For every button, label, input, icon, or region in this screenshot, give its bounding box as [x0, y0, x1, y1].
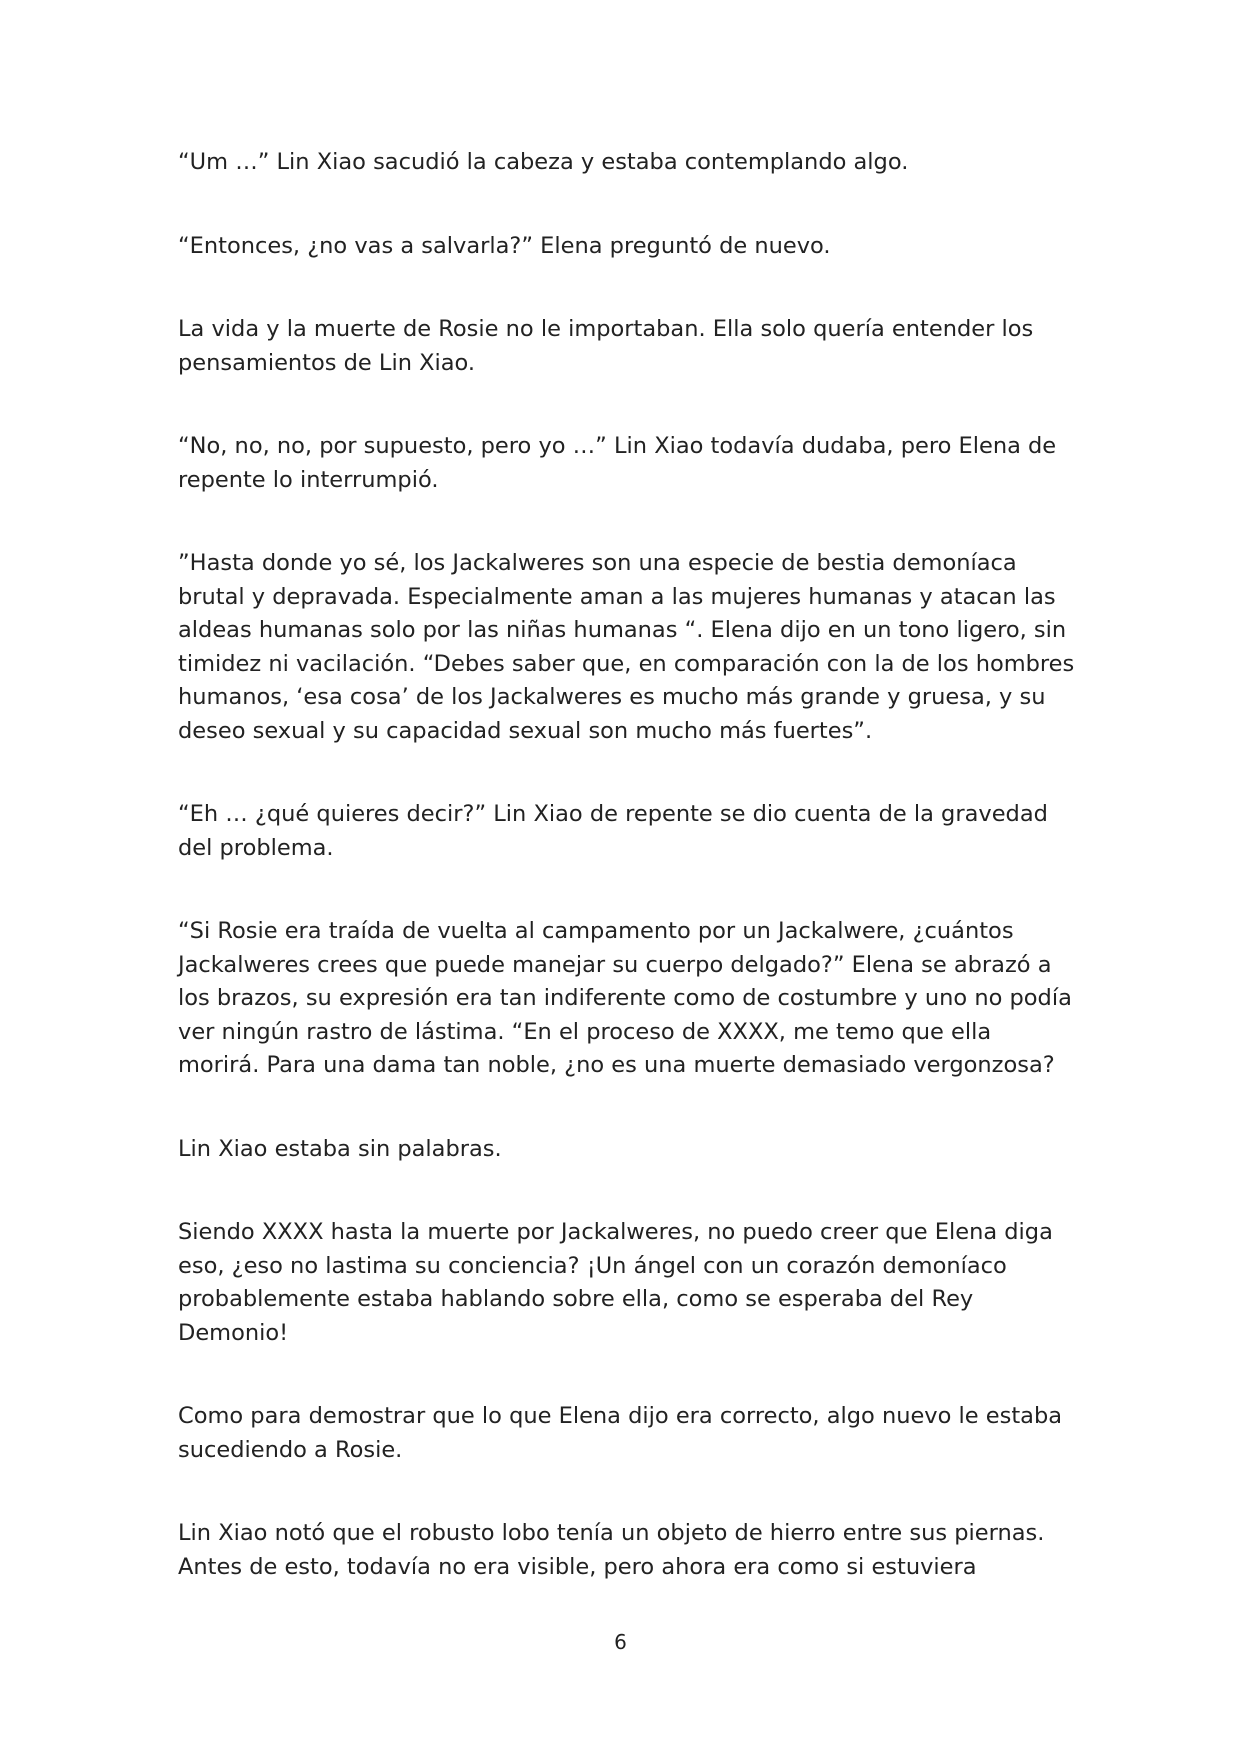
paragraph-3: La vida y la muerte de Rosie no le importaban. Ella solo quería entender los pensamientos de Lin Xiao.: [178, 316, 1034, 376]
paragraph-1: “Um …” Lin Xiao sacudió la cabeza y estaba contemplando algo.: [178, 149, 909, 175]
paragraph-2: “Entonces, ¿no vas a salvarla?” Elena preguntó de nuevo.: [178, 232, 831, 259]
paragraph-7: “Si Rosie era traída de vuelta al campamento por un Jackalwere, ¿cuántos Jackalweres crees que puede manejar su cuerpo delgado?” Elena se abrazó a los brazos, su expresión era tan indiferente como de costumbre y uno no podía ver ningún rastro de lástima. “En el proceso de XXXX, me temo que ella morirá. Para una dama tan noble, ¿no es una muerte demasiado vergonzosa?: [178, 918, 1072, 1078]
paragraph-8: Lin Xiao estaba sin palabras.: [178, 1135, 502, 1162]
paragraph-6: “Eh … ¿qué quieres decir?” Lin Xiao de repente se dio cuenta de la gravedad del problema.: [178, 801, 1048, 861]
paragraph-5: ”Hasta donde yo sé, los Jackalweres son una especie de bestia demoníaca brutal y depravada. Especialmente aman a las mujeres humanas y atacan las aldeas humanas solo por las niñas humanas “. Elena dijo en un tono ligero, sin timidez ni vacilación. “Debes saber que, en comparación con la de los hombres humanos, ‘esa cosa’ de los Jackalweres es mucho más grande y gruesa, y su deseo sexual y su capacidad sexual son mucho más fuertes”.: [178, 550, 1075, 744]
paragraph-10: Como para demostrar que lo que Elena dijo era correcto, algo nuevo le estaba sucediendo a Rosie.: [178, 1403, 1063, 1463]
paragraph-9: Siendo XXXX hasta la muerte por Jackalweres, no puedo creer que Elena diga eso, ¿eso no lastima su conciencia? ¡Un ángel con un corazón demoníaco probablemente estaba hablando sobre ella, como se esperaba del Rey Demonio!: [178, 1219, 1053, 1346]
page-body: [178, 146, 1078, 1634]
page-number: 6: [614, 1630, 627, 1654]
paragraph-4: “No, no, no, por supuesto, pero yo …” Lin Xiao todavía dudaba, pero Elena de repente lo interrumpió.: [178, 433, 1057, 493]
paragraph-11: Lin Xiao notó que el robusto lobo tenía un objeto de hierro entre sus piernas. Antes de esto, todavía no era visible, pero ahora era como si estuviera: [178, 1520, 1045, 1580]
